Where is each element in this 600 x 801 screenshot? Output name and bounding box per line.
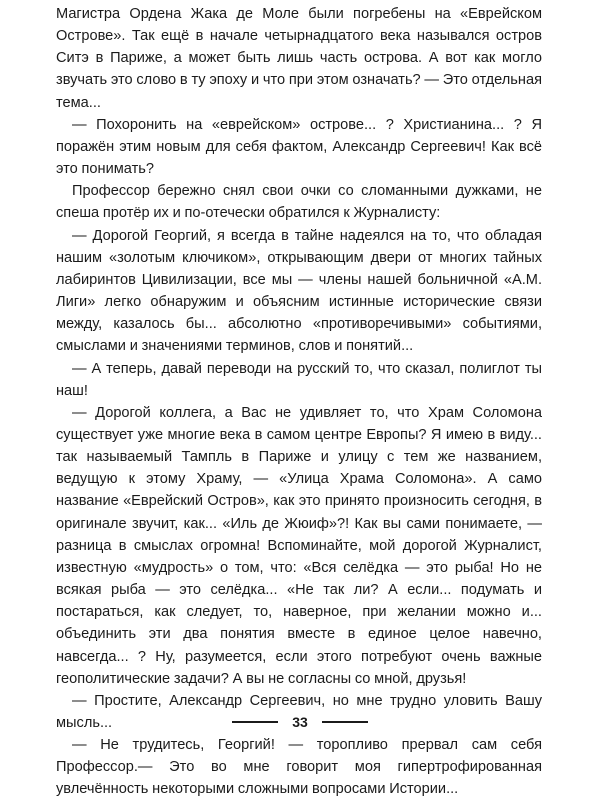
paragraph-narration: Профессор бережно снял свои очки со сломанными дужками, не спеша протёр их и по-отечески обратился к Журналисту: — [56, 183, 542, 222]
footer-rule-right — [322, 721, 368, 723]
paragraph-dialogue: — А теперь, давай переводи на русский то, что сказал, полиглот ты наш! — [56, 360, 542, 399]
footer-rule-left — [232, 721, 278, 723]
paragraph-dialogue: — Дорогой коллега, а Вас не удивляет то, что Храм Соломона существует уже многие века в самом центре Европы? Я имею в виду... так называемый Тампль в Париже и улицу с тем же названием, ведущую к этому Храму, — «Улица Храма Соломона». А само название «Еврейский Остров», как это принято произносить сегодня, в оригинале звучит, как... «Иль де Жюиф»?! Как вы сами понимаете, — разница в смыслах огромна! Вспоминайте, мой дорогой Журналист, известную «мудрость» о том, что: «Вся селёдка — это рыба! Но не всякая рыба — это селёдка... «Не так ли? А если... подумать и постараться, как следует, то, наверное, при желании можно и... объединить эти два понятия вместе в единое целое навечно, навсегда... ? Ну, разумеется, если этого потребуют очень важные геополитические задачи? А вы не согласны со мной, друзья! — [56, 404, 542, 687]
paragraph-continuation: Магистра Ордена Жака де Моле были погребены на «Еврейском Острове». Так ещё в начале четырнадцатого века назывался остров Ситэ в Париже, а может быть лишь часть острова. А вот как могло звучать это слово в ту эпоху и что при этом означать? — Это отдельная тема... — [56, 6, 542, 111]
page-footer — [0, 712, 600, 732]
paragraph-dialogue: — Похоронить на «еврейском» острове... ? Христианина... ? Я поражён этим новым для себя фактом, Александр Сергеевич! Как всё это понимать? — [56, 116, 542, 178]
paragraph-dialogue: — Дорогой Георгий, я всегда в тайне надеялся на то, что обладая нашим «золотым ключиком», открывающим двери от многих тайных лабиринтов Цивилизации, все мы — члены нашей больничной «А.М. Лиги» легко обнаружим и объясним истинные исторические связи между, казалось бы... абсолютно «противоречивыми» событиями, смыслами и значениями терминов, слов и понятий... — [56, 227, 542, 355]
paragraph-dialogue: — Простите, Александр Сергеевич, но мне трудно уловить Вашу мысль... — [56, 692, 542, 731]
body-text — [56, 3, 542, 801]
page-number: 33 — [292, 714, 308, 730]
paragraph-dialogue: — Не трудитесь, Георгий! — торопливо прервал сам себя Профессор.— Это во мне говорит моя гипертрофированная увлечённость некоторыми сложными вопросами Истории... — [56, 737, 542, 798]
